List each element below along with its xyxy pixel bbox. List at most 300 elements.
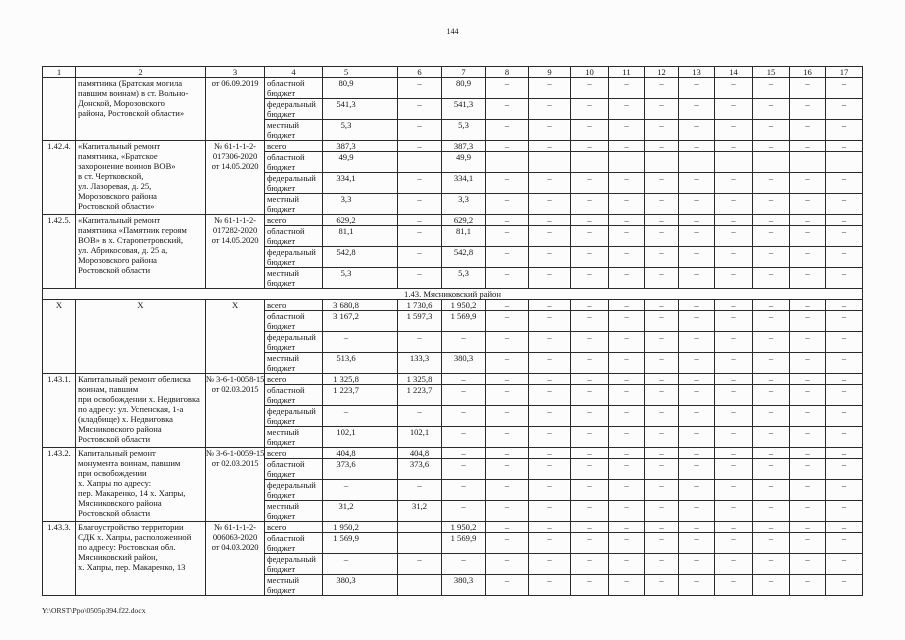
value-cell: – bbox=[529, 215, 571, 226]
value-cell: – bbox=[529, 459, 571, 480]
value-cell: – bbox=[753, 311, 790, 332]
funding-row bbox=[43, 215, 863, 226]
item-name bbox=[76, 300, 206, 374]
page-number: 144 bbox=[446, 27, 459, 36]
item-name-line: памятника (Братская могила bbox=[78, 78, 183, 88]
value-cell: – bbox=[826, 194, 863, 215]
value-cell: – bbox=[826, 353, 863, 374]
funding-source bbox=[265, 448, 323, 459]
value-cell: – bbox=[753, 406, 790, 427]
value-cell: – bbox=[715, 268, 753, 289]
value-cell: – bbox=[826, 141, 863, 152]
value-cell: – bbox=[753, 575, 790, 596]
funding-source-line: всего bbox=[267, 374, 287, 384]
funding-source-line: федеральный bbox=[267, 247, 316, 257]
value-cell: – bbox=[790, 78, 826, 99]
value-cell: 404,8 bbox=[398, 448, 442, 459]
value-cell: – bbox=[826, 226, 863, 247]
value-cell: – bbox=[645, 194, 679, 215]
value-cell: – bbox=[442, 480, 486, 501]
value-cell: – bbox=[398, 173, 442, 194]
value-cell: – bbox=[790, 374, 826, 385]
value-cell: – bbox=[529, 247, 571, 268]
value-cell: – bbox=[679, 120, 715, 141]
column-header: 12 bbox=[645, 67, 679, 78]
value-cell: – bbox=[442, 554, 486, 575]
value-cell: – bbox=[645, 448, 679, 459]
expertise-document-line: Х bbox=[231, 300, 239, 310]
value-cell: 1 325,8 bbox=[398, 374, 442, 385]
value-cell: – bbox=[486, 332, 529, 353]
funding-source bbox=[265, 501, 323, 522]
value-cell: – bbox=[609, 194, 645, 215]
value-cell: – bbox=[486, 522, 529, 533]
value-cell: – bbox=[571, 268, 609, 289]
value-cell: – bbox=[398, 194, 442, 215]
value-cell: – bbox=[398, 247, 442, 268]
item-name-line: Ростовской области bbox=[78, 265, 151, 275]
value-cell: – bbox=[571, 173, 609, 194]
item-name-line: ул. Лазоревая, д. 25, bbox=[78, 181, 152, 191]
value-cell: – bbox=[442, 427, 486, 448]
column-header: 10 bbox=[571, 67, 609, 78]
value-cell: – bbox=[609, 226, 645, 247]
value-cell: – bbox=[609, 448, 645, 459]
value-cell: – bbox=[679, 406, 715, 427]
column-header: 2 bbox=[76, 67, 206, 78]
value-cell: 541,3 bbox=[442, 99, 486, 120]
funding-source-line: местный bbox=[267, 268, 300, 278]
value-cell: – bbox=[826, 575, 863, 596]
value-cell: – bbox=[790, 247, 826, 268]
value-cell: – bbox=[679, 99, 715, 120]
value-cell: 1 597,3 bbox=[398, 311, 442, 332]
value-cell: – bbox=[790, 99, 826, 120]
funding-source-line: областной bbox=[267, 78, 305, 88]
funding-source-line: федеральный bbox=[267, 554, 316, 564]
funding-source-line: бюджет bbox=[267, 321, 296, 331]
value-cell: – bbox=[609, 300, 645, 311]
item-name-line: Морозовского района bbox=[78, 255, 157, 265]
value-cell: – bbox=[753, 141, 790, 152]
value-cell: 542,8 bbox=[323, 247, 398, 268]
value-cell: – bbox=[398, 268, 442, 289]
value-cell: – bbox=[790, 300, 826, 311]
funding-source bbox=[265, 152, 323, 173]
value-cell: 380,3 bbox=[442, 575, 486, 596]
value-cell: – bbox=[571, 120, 609, 141]
value-cell: – bbox=[645, 554, 679, 575]
value-cell: – bbox=[529, 353, 571, 374]
column-header: 1 bbox=[43, 67, 76, 78]
table-body bbox=[43, 78, 863, 596]
value-cell: – bbox=[753, 99, 790, 120]
value-cell: – bbox=[609, 120, 645, 141]
value-cell: – bbox=[529, 480, 571, 501]
value-cell: – bbox=[645, 268, 679, 289]
value-cell bbox=[486, 152, 529, 173]
funding-source-line: бюджет bbox=[267, 278, 296, 288]
value-cell: – bbox=[826, 99, 863, 120]
funding-source bbox=[265, 522, 323, 533]
value-cell: – bbox=[790, 480, 826, 501]
funding-source bbox=[265, 575, 323, 596]
expertise-document-line: № 61-1-1-2- bbox=[214, 141, 256, 151]
value-cell: – bbox=[486, 141, 529, 152]
item-number: 1.42.4. bbox=[43, 141, 76, 215]
value-cell: – bbox=[571, 141, 609, 152]
value-cell: – bbox=[645, 215, 679, 226]
value-cell: 49,9 bbox=[442, 152, 486, 173]
value-cell: – bbox=[398, 215, 442, 226]
file-path-footer: Y:\ORST\Ppo\0505p394.f22.docx bbox=[42, 606, 146, 615]
value-cell: – bbox=[679, 311, 715, 332]
funding-source-line: местный bbox=[267, 575, 300, 585]
funding-source-line: бюджет bbox=[267, 416, 296, 426]
value-cell: – bbox=[645, 120, 679, 141]
value-cell: – bbox=[715, 374, 753, 385]
value-cell: – bbox=[571, 459, 609, 480]
funding-source-line: бюджет bbox=[267, 395, 296, 405]
funding-source bbox=[265, 332, 323, 353]
value-cell: – bbox=[529, 406, 571, 427]
item-name-line: Мясниковского района bbox=[78, 498, 162, 508]
value-cell: – bbox=[609, 575, 645, 596]
item-number bbox=[43, 78, 76, 141]
value-cell: – bbox=[442, 459, 486, 480]
value-cell: – bbox=[571, 215, 609, 226]
value-cell: 542,8 bbox=[442, 247, 486, 268]
value-cell: – bbox=[323, 332, 398, 353]
value-cell: – bbox=[442, 385, 486, 406]
funding-source-line: бюджет bbox=[267, 130, 296, 140]
value-cell: – bbox=[529, 374, 571, 385]
value-cell: – bbox=[790, 575, 826, 596]
expertise-document-line: от 02.03.2015 bbox=[211, 384, 259, 394]
value-cell: – bbox=[609, 385, 645, 406]
expertise-document bbox=[206, 448, 265, 522]
value-cell: – bbox=[753, 120, 790, 141]
value-cell: – bbox=[486, 247, 529, 268]
value-cell: – bbox=[609, 332, 645, 353]
value-cell: – bbox=[826, 247, 863, 268]
item-name-line: в ст. Чертковской, bbox=[78, 171, 144, 181]
value-cell: – bbox=[571, 385, 609, 406]
value-cell: – bbox=[571, 226, 609, 247]
value-cell: – bbox=[486, 501, 529, 522]
value-cell bbox=[753, 152, 790, 173]
funding-source-line: бюджет bbox=[267, 257, 296, 267]
funding-source-line: бюджет bbox=[267, 204, 296, 214]
value-cell: – bbox=[826, 406, 863, 427]
item-name-line: памятника, «Братское bbox=[78, 151, 158, 161]
value-cell: – bbox=[486, 300, 529, 311]
value-cell: 380,3 bbox=[442, 353, 486, 374]
value-cell: – bbox=[715, 311, 753, 332]
value-cell: 5,3 bbox=[323, 120, 398, 141]
value-cell: – bbox=[790, 311, 826, 332]
value-cell: – bbox=[609, 501, 645, 522]
funding-row bbox=[43, 141, 863, 152]
value-cell: – bbox=[715, 427, 753, 448]
value-cell: – bbox=[715, 353, 753, 374]
value-cell: – bbox=[609, 353, 645, 374]
value-cell: – bbox=[529, 332, 571, 353]
value-cell: – bbox=[571, 406, 609, 427]
value-cell: 1 950,2 bbox=[323, 522, 398, 533]
funding-source-line: местный bbox=[267, 353, 300, 363]
funding-source bbox=[265, 533, 323, 554]
value-cell: – bbox=[753, 480, 790, 501]
value-cell bbox=[398, 522, 442, 533]
value-cell: – bbox=[486, 374, 529, 385]
value-cell: 3,3 bbox=[323, 194, 398, 215]
value-cell: – bbox=[753, 501, 790, 522]
value-cell: – bbox=[645, 385, 679, 406]
value-cell: 1 569,9 bbox=[323, 533, 398, 554]
item-name-line: района, Ростовской области» bbox=[78, 108, 185, 118]
funding-source-line: федеральный bbox=[267, 480, 316, 490]
value-cell: – bbox=[529, 268, 571, 289]
value-cell: – bbox=[826, 427, 863, 448]
value-cell: – bbox=[753, 173, 790, 194]
funding-source bbox=[265, 215, 323, 226]
value-cell: – bbox=[486, 311, 529, 332]
value-cell: – bbox=[609, 311, 645, 332]
item-name-line: при освобождении х. Недвиговка bbox=[78, 394, 200, 404]
funding-source-line: бюджет bbox=[267, 585, 296, 595]
value-cell: – bbox=[529, 522, 571, 533]
value-cell: – bbox=[790, 353, 826, 374]
value-cell: 1 223,7 bbox=[398, 385, 442, 406]
value-cell: – bbox=[679, 374, 715, 385]
value-cell: – bbox=[645, 247, 679, 268]
column-header: 4 bbox=[265, 67, 323, 78]
value-cell: – bbox=[715, 522, 753, 533]
funding-source-line: бюджет bbox=[267, 88, 296, 98]
value-cell: – bbox=[609, 173, 645, 194]
value-cell: – bbox=[571, 522, 609, 533]
item-name bbox=[76, 78, 206, 141]
value-cell: – bbox=[826, 215, 863, 226]
value-cell: – bbox=[790, 226, 826, 247]
value-cell: – bbox=[529, 448, 571, 459]
expertise-document bbox=[206, 374, 265, 448]
value-cell: – bbox=[398, 120, 442, 141]
value-cell: – bbox=[753, 332, 790, 353]
value-cell: – bbox=[645, 575, 679, 596]
value-cell: – bbox=[645, 459, 679, 480]
value-cell: 334,1 bbox=[323, 173, 398, 194]
value-cell: – bbox=[645, 141, 679, 152]
item-name bbox=[76, 522, 206, 596]
expertise-document-line: № 3-6-1-0058-15 bbox=[206, 374, 265, 384]
expertise-document-line: от 14.05.2020 bbox=[211, 161, 259, 171]
value-cell: – bbox=[486, 480, 529, 501]
value-cell: – bbox=[609, 480, 645, 501]
funding-source bbox=[265, 99, 323, 120]
funding-source-line: бюджет bbox=[267, 342, 296, 352]
expertise-document bbox=[206, 300, 265, 374]
value-cell: – bbox=[826, 459, 863, 480]
funding-source bbox=[265, 226, 323, 247]
value-cell: – bbox=[790, 501, 826, 522]
value-cell: 3 680,8 bbox=[323, 300, 398, 311]
funding-source bbox=[265, 406, 323, 427]
value-cell: – bbox=[442, 406, 486, 427]
value-cell: – bbox=[715, 173, 753, 194]
value-cell: – bbox=[571, 99, 609, 120]
funding-source bbox=[265, 427, 323, 448]
item-name-line: х. Хапры, пер. Макаренко, 13 bbox=[78, 562, 186, 572]
value-cell: 373,6 bbox=[323, 459, 398, 480]
value-cell: – bbox=[571, 300, 609, 311]
value-cell: – bbox=[645, 533, 679, 554]
value-cell: – bbox=[609, 99, 645, 120]
value-cell bbox=[529, 152, 571, 173]
value-cell: – bbox=[679, 300, 715, 311]
expertise-document bbox=[206, 141, 265, 215]
value-cell: 102,1 bbox=[398, 427, 442, 448]
value-cell: – bbox=[753, 522, 790, 533]
value-cell: 102,1 bbox=[323, 427, 398, 448]
value-cell: – bbox=[679, 353, 715, 374]
value-cell: – bbox=[571, 554, 609, 575]
value-cell: – bbox=[826, 533, 863, 554]
value-cell: – bbox=[529, 78, 571, 99]
value-cell: – bbox=[486, 268, 529, 289]
value-cell: – bbox=[645, 332, 679, 353]
value-cell: 513,6 bbox=[323, 353, 398, 374]
value-cell: – bbox=[715, 385, 753, 406]
funding-source bbox=[265, 353, 323, 374]
value-cell: – bbox=[529, 554, 571, 575]
value-cell: – bbox=[529, 575, 571, 596]
funding-source-line: всего bbox=[267, 141, 287, 151]
item-number: Х bbox=[43, 300, 76, 374]
value-cell: 1 569,9 bbox=[442, 311, 486, 332]
value-cell: – bbox=[753, 300, 790, 311]
value-cell: – bbox=[645, 406, 679, 427]
value-cell: – bbox=[398, 406, 442, 427]
value-cell: 80,9 bbox=[442, 78, 486, 99]
value-cell: – bbox=[609, 374, 645, 385]
value-cell: – bbox=[753, 194, 790, 215]
value-cell: 629,2 bbox=[323, 215, 398, 226]
funding-source-line: бюджет bbox=[267, 183, 296, 193]
value-cell: – bbox=[715, 78, 753, 99]
value-cell: – bbox=[398, 226, 442, 247]
value-cell: – bbox=[529, 385, 571, 406]
value-cell: – bbox=[715, 459, 753, 480]
value-cell: – bbox=[753, 533, 790, 554]
value-cell: – bbox=[715, 215, 753, 226]
value-cell: – bbox=[529, 226, 571, 247]
item-name-line: Ростовской области» bbox=[78, 201, 155, 211]
value-cell: 541,3 bbox=[323, 99, 398, 120]
funding-row bbox=[43, 300, 863, 311]
item-name-line: х. Хапры по адресу: bbox=[78, 478, 152, 488]
item-name bbox=[76, 141, 206, 215]
value-cell: – bbox=[645, 501, 679, 522]
value-cell: – bbox=[398, 554, 442, 575]
funding-source bbox=[265, 554, 323, 575]
value-cell: – bbox=[715, 480, 753, 501]
value-cell: – bbox=[486, 575, 529, 596]
value-cell: – bbox=[609, 427, 645, 448]
value-cell bbox=[398, 533, 442, 554]
value-cell: – bbox=[715, 300, 753, 311]
funding-source bbox=[265, 173, 323, 194]
value-cell: – bbox=[679, 215, 715, 226]
value-cell: – bbox=[486, 385, 529, 406]
funding-source bbox=[265, 480, 323, 501]
value-cell: 81,1 bbox=[442, 226, 486, 247]
item-name bbox=[76, 215, 206, 289]
item-name-line: (кладбище) х. Недвиговка bbox=[78, 414, 173, 424]
value-cell: – bbox=[826, 173, 863, 194]
value-cell: – bbox=[715, 194, 753, 215]
value-cell: – bbox=[715, 575, 753, 596]
value-cell: – bbox=[679, 522, 715, 533]
value-cell: – bbox=[645, 226, 679, 247]
value-cell: – bbox=[571, 194, 609, 215]
value-cell: 1 950,2 bbox=[442, 300, 486, 311]
funding-source bbox=[265, 194, 323, 215]
column-header: 15 bbox=[753, 67, 790, 78]
funding-source bbox=[265, 141, 323, 152]
value-cell: – bbox=[715, 332, 753, 353]
value-cell: – bbox=[679, 194, 715, 215]
funding-source-line: областной bbox=[267, 533, 305, 543]
funding-source-line: областной bbox=[267, 459, 305, 469]
expertise-document-line: от 14.05.2020 bbox=[211, 235, 259, 245]
value-cell: 334,1 bbox=[442, 173, 486, 194]
item-name-line: по адресу: Ростовская обл. bbox=[78, 542, 176, 552]
value-cell: – bbox=[826, 501, 863, 522]
value-cell: – bbox=[571, 247, 609, 268]
value-cell: – bbox=[486, 448, 529, 459]
value-cell: – bbox=[679, 448, 715, 459]
value-cell: – bbox=[826, 300, 863, 311]
item-name-line: по адресу: ул. Успенская, 1-а bbox=[78, 404, 184, 414]
column-header: 11 bbox=[609, 67, 645, 78]
funding-source-line: бюджет bbox=[267, 469, 296, 479]
value-cell: – bbox=[645, 522, 679, 533]
expertise-document-line: от 06.09.2019 bbox=[211, 78, 259, 88]
expertise-document-line: от 04.03.2020 bbox=[211, 542, 259, 552]
value-cell: – bbox=[826, 374, 863, 385]
value-cell: – bbox=[826, 332, 863, 353]
item-name-line: Ростовской области bbox=[78, 434, 151, 444]
column-header: 8 bbox=[486, 67, 529, 78]
section-row bbox=[43, 289, 863, 300]
expertise-document bbox=[206, 522, 265, 596]
budget-table bbox=[42, 66, 863, 596]
value-cell: – bbox=[529, 311, 571, 332]
value-cell: – bbox=[753, 459, 790, 480]
expertise-document-line: 017306-2020 bbox=[212, 151, 258, 161]
item-name-line: воинам, павшим bbox=[78, 384, 139, 394]
value-cell: – bbox=[715, 501, 753, 522]
value-cell: – bbox=[679, 385, 715, 406]
value-cell: – bbox=[529, 427, 571, 448]
value-cell: – bbox=[398, 480, 442, 501]
value-cell: 5,3 bbox=[323, 268, 398, 289]
column-header: 7 bbox=[442, 67, 486, 78]
value-cell: – bbox=[679, 332, 715, 353]
value-cell: – bbox=[753, 427, 790, 448]
